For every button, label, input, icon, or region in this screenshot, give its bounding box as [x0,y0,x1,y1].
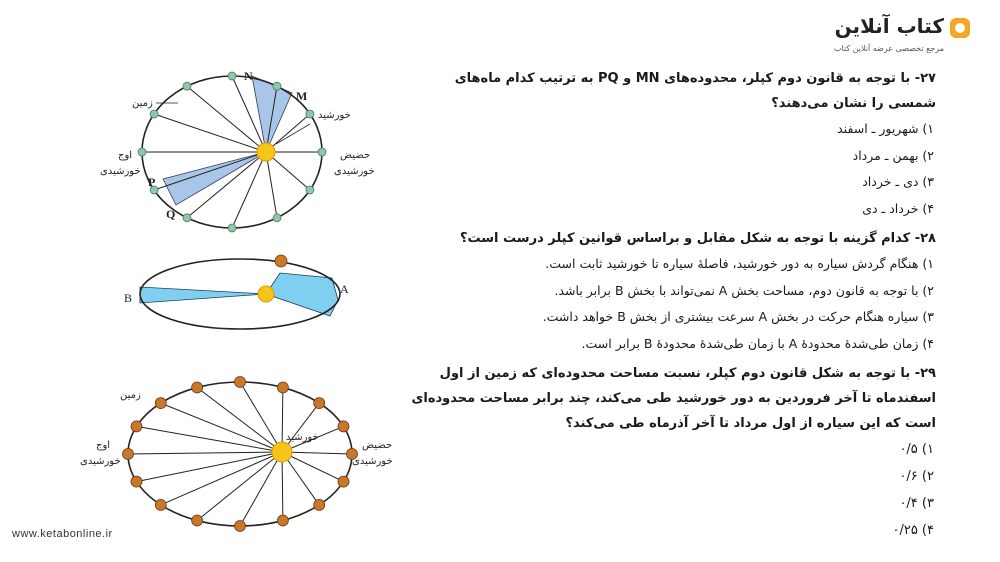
orbit-spoke [282,452,352,454]
option-3[interactable]: ۳) ۰/۴ [899,496,934,511]
label-Q: Q [166,207,176,221]
label-aphelion-1a: اوج [118,150,133,161]
label-sun-1: خورشید [318,110,351,121]
planet-position-icon [273,82,281,90]
planet-position-icon [277,515,288,526]
site-url[interactable]: www.ketabonline.ir [12,528,113,540]
planet-position-icon [277,382,288,393]
brand-logo [820,14,970,64]
orbit-spoke [197,388,282,453]
option-4[interactable]: ۴) زمان طی‌شدهٔ محدودهٔ A با زمان طی‌شدهٔ محدودهٔ B برابر است. [581,335,934,351]
planet-position-icon [192,515,203,526]
question-stem: ۲۷- با توجه به قانون دوم کپلر، محدوده‌های MN و PQ به ترتیب کدام ماه‌های شمسی را نشان می‌دهند؟ [454,71,936,111]
sector-a [266,273,338,316]
label-B: B [124,291,133,305]
planet-position-icon [306,110,314,118]
option-1[interactable]: ۱) ۰/۵ [899,442,934,457]
option-3[interactable]: ۳) سیاره هنگام حرکت در بخش A سرعت بیشتری از بخش B خواهد داشت. [542,309,934,324]
label-N: N [244,69,253,83]
question-29 [406,361,936,544]
planet-position-icon [155,398,166,409]
label-M: M [296,89,308,103]
option-2[interactable]: ۲) ۰/۶ [899,469,934,484]
question-28 [406,226,936,357]
diagram-orbit-earth [80,377,393,532]
planet-position-icon [273,214,281,222]
orbit-spoke [137,452,283,482]
planet-position-icon [314,398,325,409]
label-A: A [340,282,349,296]
label-aphelion-1b: خورشیدی [100,166,141,177]
label-sun-3: خورشید [286,432,319,443]
option-4[interactable]: ۴) خرداد ـ دی [862,200,934,216]
planet-position-icon [183,214,191,222]
question-27 [406,66,936,222]
planet-position-icon [338,476,349,487]
planet-position-icon [306,186,314,194]
orbit-spoke [161,452,282,505]
planet-position-icon [228,224,236,232]
diagram-orbit-ab [124,255,349,329]
logo-title: کتاب آنلاین [834,14,944,38]
planet-position-icon [228,72,236,80]
sector-pq [163,152,266,205]
orbit-spoke [154,114,266,152]
orbit-spoke [161,403,282,452]
option-1[interactable]: ۱) هنگام گردش سیاره به دور خورشید، فاصلهٔ سیاره تا خورشید ثابت است. [545,256,934,271]
planet-position-icon [318,148,326,156]
planet-position-icon [314,499,325,510]
planet-position-icon [138,148,146,156]
option-1[interactable]: ۱) شهریور ـ اسفند [837,121,934,136]
sun-icon [258,286,274,302]
planet-position-icon [150,110,158,118]
sun-icon [257,143,275,161]
option-2[interactable]: ۲) با توجه به قانون دوم، مساحت بخش A نمی‌تواند با بخش B برابر باشد. [554,282,934,298]
orbit-spoke [240,382,282,452]
logo-icon [950,18,970,38]
question-stem: ۲۸- کدام گزینه با توجه به شکل مقابل و براساس قوانین کپلر درست است؟ [459,231,936,246]
planet-position-icon [131,421,142,432]
label-perihelion-3b: خورشیدی [352,456,393,467]
option-2[interactable]: ۲) بهمن ـ مرداد [852,147,934,163]
planet-position-icon [235,377,246,388]
planet-position-icon [183,82,191,90]
orbit-spoke [266,152,277,218]
question-stem: ۲۹- با توجه به شکل قانون دوم کپلر، نسبت مساحت محدوده‌ای که زمین از اول اسفندماه تا آخر فروردین به دور خورشید طی می‌کند، چند برابر مساحت محدوده‌ای است که این سیاره از اول مرداد تا آخر آذرماه طی می‌کند؟ [411,366,936,431]
orbit-spoke [197,452,282,521]
label-earth-3: زمین [120,390,141,401]
label-aphelion-3b: خورشیدی [80,456,121,467]
questions-panel [406,66,936,548]
label-perihelion-1b: خورشیدی [334,166,375,177]
planet-icon [275,255,287,267]
logo-tagline: مرجع تخصصی عرضه آنلاین کتاب [833,44,944,53]
label-aphelion-3a: اوج [96,440,111,451]
option-3[interactable]: ۳) دی ـ خرداد [862,174,934,189]
orbit-spoke [187,86,266,152]
orbit-spoke [128,452,282,454]
orbit-spoke [137,426,283,452]
label-perihelion-1a: حضیض [340,150,371,161]
label-earth-1: زمین [132,98,153,109]
planet-position-icon [235,521,246,532]
sector-b [140,287,266,303]
planet-position-icon [123,449,134,460]
option-4[interactable]: ۴) ۰/۲۵ [892,523,934,538]
label-P: P [148,175,156,189]
orbit-spoke [240,452,282,526]
sun-arrow-1 [276,124,310,144]
diagram-orbit-mnpq [100,69,375,232]
planet-position-icon [338,421,349,432]
kepler-diagrams [0,0,420,562]
planet-position-icon [192,382,203,393]
label-perihelion-3a: حضیض [362,440,393,451]
planet-position-icon [131,476,142,487]
sun-icon [272,442,292,462]
planet-position-icon [155,499,166,510]
